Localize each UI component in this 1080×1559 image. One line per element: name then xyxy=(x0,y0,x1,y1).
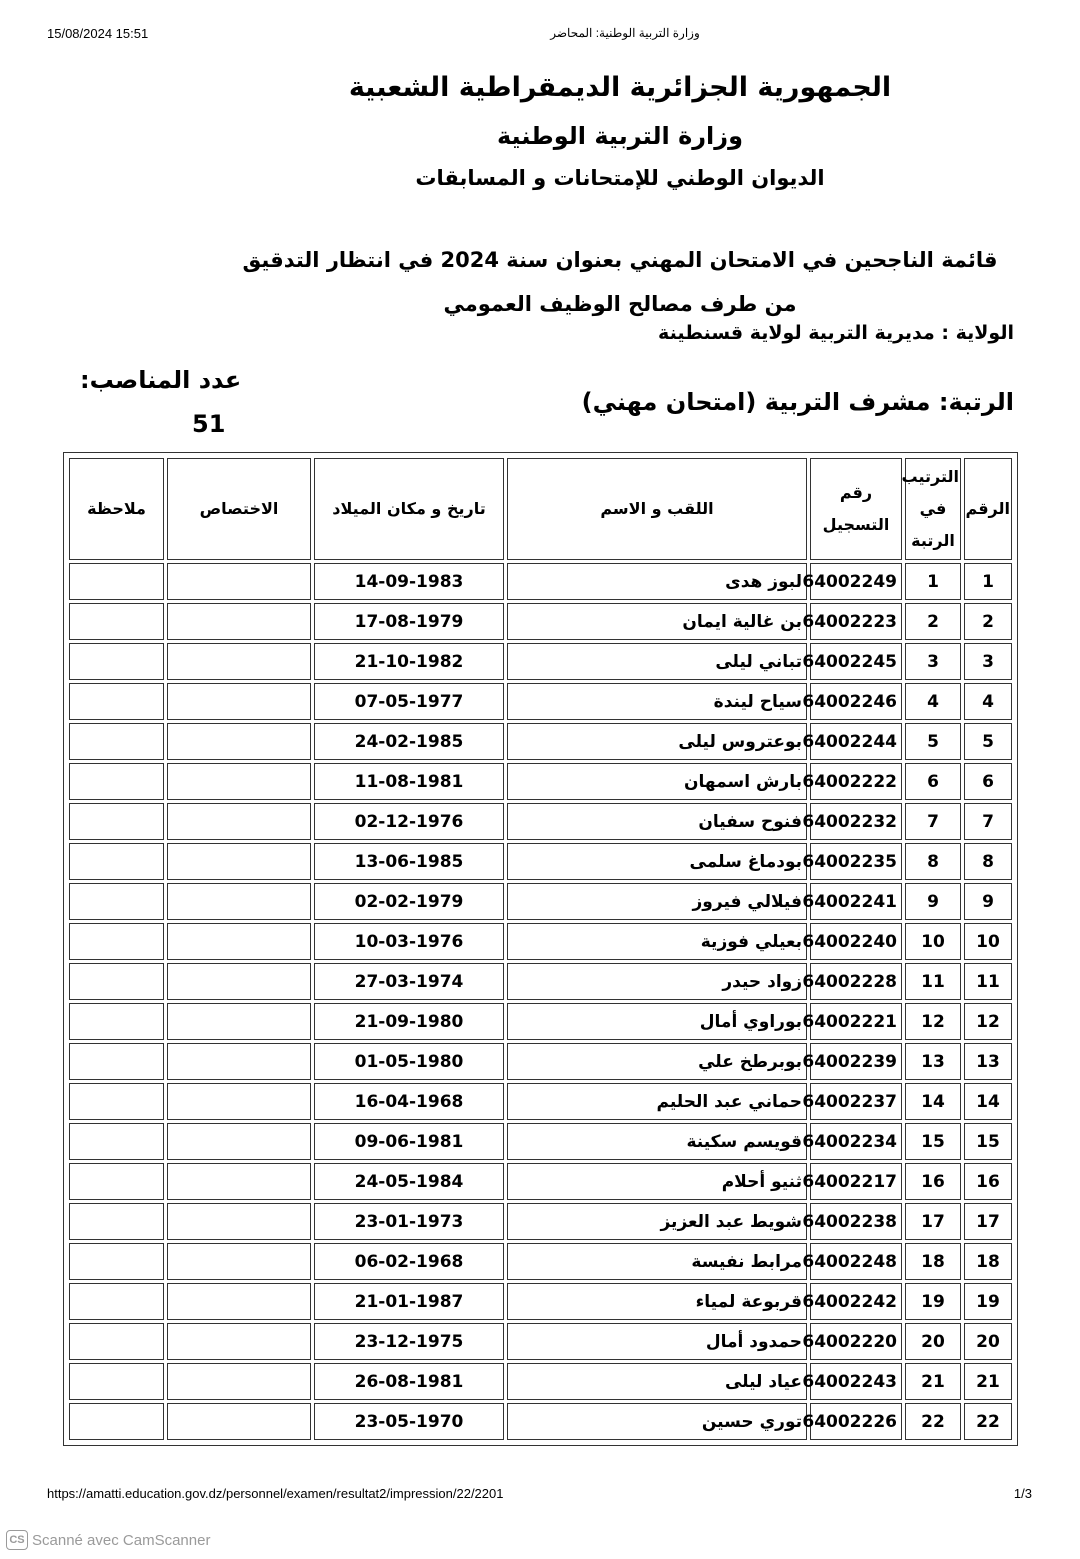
ministry-heading: وزارة التربية الوطنية xyxy=(496,122,744,150)
table-row xyxy=(69,1203,1012,1240)
cell-name: بارش اسمهان xyxy=(507,763,807,800)
cell-num: 1 xyxy=(964,563,1012,600)
cell-reg: 64002243 xyxy=(810,1363,902,1400)
cell-num: 16 xyxy=(964,1163,1012,1200)
cell-spec xyxy=(167,643,311,680)
cell-note xyxy=(69,1403,164,1440)
cell-birth: 23-01-1973 xyxy=(314,1203,504,1240)
cell-rank: 6 xyxy=(905,763,961,800)
cell-num: 15 xyxy=(964,1123,1012,1160)
cell-birth: 24-02-1985 xyxy=(314,723,504,760)
cell-rank: 4 xyxy=(905,683,961,720)
cell-note xyxy=(69,1243,164,1280)
posts-label: عدد المناصب: xyxy=(80,366,242,394)
cell-reg: 64002245 xyxy=(810,643,902,680)
cell-note xyxy=(69,643,164,680)
cell-name: مرابط نفيسة xyxy=(507,1243,807,1280)
cell-num: 21 xyxy=(964,1363,1012,1400)
cell-rank: 15 xyxy=(905,1123,961,1160)
grade-label: الرتبة: مشرف التربية (امتحان مهني) xyxy=(581,388,1014,416)
cell-birth: 21-10-1982 xyxy=(314,643,504,680)
header-rank: الترتيب في الرتبة xyxy=(905,458,961,560)
header-reg: رقم التسجيل xyxy=(810,458,902,560)
cell-name: بعيلي فوزية xyxy=(507,923,807,960)
cell-rank: 5 xyxy=(905,723,961,760)
cell-name: حماني عبد الحليم xyxy=(507,1083,807,1120)
cell-num: 6 xyxy=(964,763,1012,800)
cell-spec xyxy=(167,1403,311,1440)
cell-spec xyxy=(167,1123,311,1160)
table-row xyxy=(69,843,1012,880)
cell-reg: 64002221 xyxy=(810,1003,902,1040)
cell-note xyxy=(69,843,164,880)
cell-name: عياد ليلى xyxy=(507,1363,807,1400)
cell-name: قويسم سكينة xyxy=(507,1123,807,1160)
scanner-watermark xyxy=(6,1530,210,1550)
cell-rank: 18 xyxy=(905,1243,961,1280)
cell-spec xyxy=(167,1363,311,1400)
cell-reg: 64002244 xyxy=(810,723,902,760)
cell-rank: 11 xyxy=(905,963,961,1000)
cell-note xyxy=(69,1363,164,1400)
header-num: الرقم xyxy=(964,458,1012,560)
cell-birth: 27-03-1974 xyxy=(314,963,504,1000)
cell-reg: 64002232 xyxy=(810,803,902,840)
cell-birth: 01-05-1980 xyxy=(314,1043,504,1080)
results-table-frame xyxy=(63,452,1018,1446)
cell-reg: 64002222 xyxy=(810,763,902,800)
cell-name: شويط عبد العزيز xyxy=(507,1203,807,1240)
table-row xyxy=(69,1323,1012,1360)
cell-num: 3 xyxy=(964,643,1012,680)
cell-name: بن غالية ايمان xyxy=(507,603,807,640)
cell-birth: 06-02-1968 xyxy=(314,1243,504,1280)
footer-url: https://amatti.education.gov.dz/personnel/examen/resultat2/impression/22/2201 xyxy=(47,1486,504,1501)
cell-reg: 64002217 xyxy=(810,1163,902,1200)
cell-reg: 64002228 xyxy=(810,963,902,1000)
cell-reg: 64002234 xyxy=(810,1123,902,1160)
cell-birth: 21-01-1987 xyxy=(314,1283,504,1320)
camscanner-logo-icon: CS xyxy=(6,1530,28,1550)
cell-rank: 21 xyxy=(905,1363,961,1400)
cell-name: فنوح سفيان xyxy=(507,803,807,840)
cell-note xyxy=(69,1283,164,1320)
cell-reg: 64002223 xyxy=(810,603,902,640)
cell-reg: 64002249 xyxy=(810,563,902,600)
header-spec: الاختصاص xyxy=(167,458,311,560)
cell-name: ثنيو أحلام xyxy=(507,1163,807,1200)
table-row xyxy=(69,803,1012,840)
cell-name: بوبرطخ علي xyxy=(507,1043,807,1080)
cell-rank: 14 xyxy=(905,1083,961,1120)
cell-name: لبوز هدى xyxy=(507,563,807,600)
cell-rank: 7 xyxy=(905,803,961,840)
table-row xyxy=(69,1003,1012,1040)
list-title: قائمة الناجحين في الامتحان المهني بعنوان سنة 2024 في انتظار التدقيق من طرف مصالح الوظيف العمومي xyxy=(242,248,998,316)
cell-spec xyxy=(167,563,311,600)
cell-note xyxy=(69,1083,164,1120)
header-name: اللقب و الاسم xyxy=(507,458,807,560)
cell-num: 19 xyxy=(964,1283,1012,1320)
table-row xyxy=(69,563,1012,600)
posts-count: 51 xyxy=(192,410,226,438)
cell-spec xyxy=(167,1243,311,1280)
cell-name: حمدود أمال xyxy=(507,1323,807,1360)
cell-num: 17 xyxy=(964,1203,1012,1240)
wilaya-label: الولاية : مديرية التربية لولاية قسنطينة xyxy=(658,322,1014,344)
cell-spec xyxy=(167,1083,311,1120)
office-heading: الديوان الوطني للإمتحانات و المسابقات xyxy=(415,166,825,190)
scanner-text: Scanné avec CamScanner xyxy=(32,1531,211,1549)
cell-spec xyxy=(167,843,311,880)
cell-name: توري حسين xyxy=(507,1403,807,1440)
cell-note xyxy=(69,1323,164,1360)
cell-reg: 64002246 xyxy=(810,683,902,720)
cell-note xyxy=(69,683,164,720)
cell-num: 9 xyxy=(964,883,1012,920)
table-row xyxy=(69,1403,1012,1440)
cell-note xyxy=(69,923,164,960)
table-row xyxy=(69,643,1012,680)
cell-note xyxy=(69,1123,164,1160)
cell-num: 7 xyxy=(964,803,1012,840)
cell-note xyxy=(69,1003,164,1040)
cell-reg: 64002237 xyxy=(810,1083,902,1120)
cell-note xyxy=(69,1163,164,1200)
table-row xyxy=(69,603,1012,640)
cell-name: بوعتروس ليلى xyxy=(507,723,807,760)
cell-rank: 2 xyxy=(905,603,961,640)
cell-name: زواد حيدر xyxy=(507,963,807,1000)
cell-reg: 64002235 xyxy=(810,843,902,880)
cell-rank: 20 xyxy=(905,1323,961,1360)
cell-num: 18 xyxy=(964,1243,1012,1280)
cell-note xyxy=(69,803,164,840)
cell-note xyxy=(69,723,164,760)
cell-name: تباني ليلى xyxy=(507,643,807,680)
table-row xyxy=(69,883,1012,920)
cell-birth: 09-06-1981 xyxy=(314,1123,504,1160)
table-header-row xyxy=(69,458,1012,560)
cell-num: 2 xyxy=(964,603,1012,640)
table-row xyxy=(69,923,1012,960)
header-note: ملاحظة xyxy=(69,458,164,560)
cell-rank: 17 xyxy=(905,1203,961,1240)
cell-rank: 16 xyxy=(905,1163,961,1200)
cell-num: 8 xyxy=(964,843,1012,880)
print-page-title: وزارة التربية الوطنية: المحاضر xyxy=(550,26,700,40)
cell-rank: 3 xyxy=(905,643,961,680)
cell-spec xyxy=(167,1163,311,1200)
cell-note xyxy=(69,603,164,640)
cell-num: 11 xyxy=(964,963,1012,1000)
table-body xyxy=(69,563,1012,1440)
cell-reg: 64002239 xyxy=(810,1043,902,1080)
cell-reg: 64002241 xyxy=(810,883,902,920)
cell-birth: 13-06-1985 xyxy=(314,843,504,880)
table-row xyxy=(69,1363,1012,1400)
table-row xyxy=(69,1123,1012,1160)
table-row xyxy=(69,1163,1012,1200)
cell-note xyxy=(69,963,164,1000)
cell-reg: 64002248 xyxy=(810,1243,902,1280)
cell-reg: 64002226 xyxy=(810,1403,902,1440)
results-table xyxy=(66,455,1015,1443)
cell-rank: 12 xyxy=(905,1003,961,1040)
cell-spec xyxy=(167,963,311,1000)
cell-birth: 02-02-1979 xyxy=(314,883,504,920)
cell-spec xyxy=(167,603,311,640)
cell-birth: 11-08-1981 xyxy=(314,763,504,800)
cell-spec xyxy=(167,923,311,960)
cell-reg: 64002242 xyxy=(810,1283,902,1320)
cell-spec xyxy=(167,763,311,800)
cell-rank: 10 xyxy=(905,923,961,960)
table-row xyxy=(69,1243,1012,1280)
table-row xyxy=(69,763,1012,800)
cell-num: 14 xyxy=(964,1083,1012,1120)
cell-birth: 26-08-1981 xyxy=(314,1363,504,1400)
footer-page-number: 1/3 xyxy=(1013,1486,1032,1501)
cell-note xyxy=(69,883,164,920)
cell-rank: 22 xyxy=(905,1403,961,1440)
cell-spec xyxy=(167,1323,311,1360)
cell-rank: 9 xyxy=(905,883,961,920)
cell-name: فيلالي فيروز xyxy=(507,883,807,920)
cell-birth: 07-05-1977 xyxy=(314,683,504,720)
table-row xyxy=(69,723,1012,760)
cell-spec xyxy=(167,683,311,720)
table-row xyxy=(69,1283,1012,1320)
cell-name: بوراوي أمال xyxy=(507,1003,807,1040)
cell-spec xyxy=(167,1203,311,1240)
cell-birth: 21-09-1980 xyxy=(314,1003,504,1040)
cell-spec xyxy=(167,1043,311,1080)
cell-birth: 02-12-1976 xyxy=(314,803,504,840)
cell-num: 22 xyxy=(964,1403,1012,1440)
republic-heading: الجمهورية الجزائرية الديمقراطية الشعبية xyxy=(348,72,892,103)
cell-reg: 64002238 xyxy=(810,1203,902,1240)
cell-note xyxy=(69,1043,164,1080)
cell-name: بودماغ سلمى xyxy=(507,843,807,880)
cell-note xyxy=(69,763,164,800)
table-row xyxy=(69,1043,1012,1080)
cell-note xyxy=(69,563,164,600)
cell-num: 10 xyxy=(964,923,1012,960)
cell-birth: 23-05-1970 xyxy=(314,1403,504,1440)
table-row xyxy=(69,963,1012,1000)
cell-num: 4 xyxy=(964,683,1012,720)
cell-spec xyxy=(167,803,311,840)
header-birth: تاريخ و مكان الميلاد xyxy=(314,458,504,560)
cell-birth: 23-12-1975 xyxy=(314,1323,504,1360)
cell-note xyxy=(69,1203,164,1240)
cell-num: 20 xyxy=(964,1323,1012,1360)
cell-birth: 16-04-1968 xyxy=(314,1083,504,1120)
cell-num: 12 xyxy=(964,1003,1012,1040)
cell-birth: 17-08-1979 xyxy=(314,603,504,640)
cell-rank: 8 xyxy=(905,843,961,880)
cell-spec xyxy=(167,1003,311,1040)
table-row xyxy=(69,683,1012,720)
cell-birth: 10-03-1976 xyxy=(314,923,504,960)
cell-spec xyxy=(167,723,311,760)
cell-reg: 64002240 xyxy=(810,923,902,960)
cell-spec xyxy=(167,1283,311,1320)
cell-num: 13 xyxy=(964,1043,1012,1080)
cell-spec xyxy=(167,883,311,920)
cell-rank: 13 xyxy=(905,1043,961,1080)
cell-name: قربوعة لمياء xyxy=(507,1283,807,1320)
cell-num: 5 xyxy=(964,723,1012,760)
cell-birth: 24-05-1984 xyxy=(314,1163,504,1200)
cell-rank: 1 xyxy=(905,563,961,600)
cell-name: سياح ليندة xyxy=(507,683,807,720)
table-row xyxy=(69,1083,1012,1120)
print-datetime: 15/08/2024 15:51 xyxy=(47,26,149,41)
cell-birth: 14-09-1983 xyxy=(314,563,504,600)
cell-rank: 19 xyxy=(905,1283,961,1320)
cell-reg: 64002220 xyxy=(810,1323,902,1360)
